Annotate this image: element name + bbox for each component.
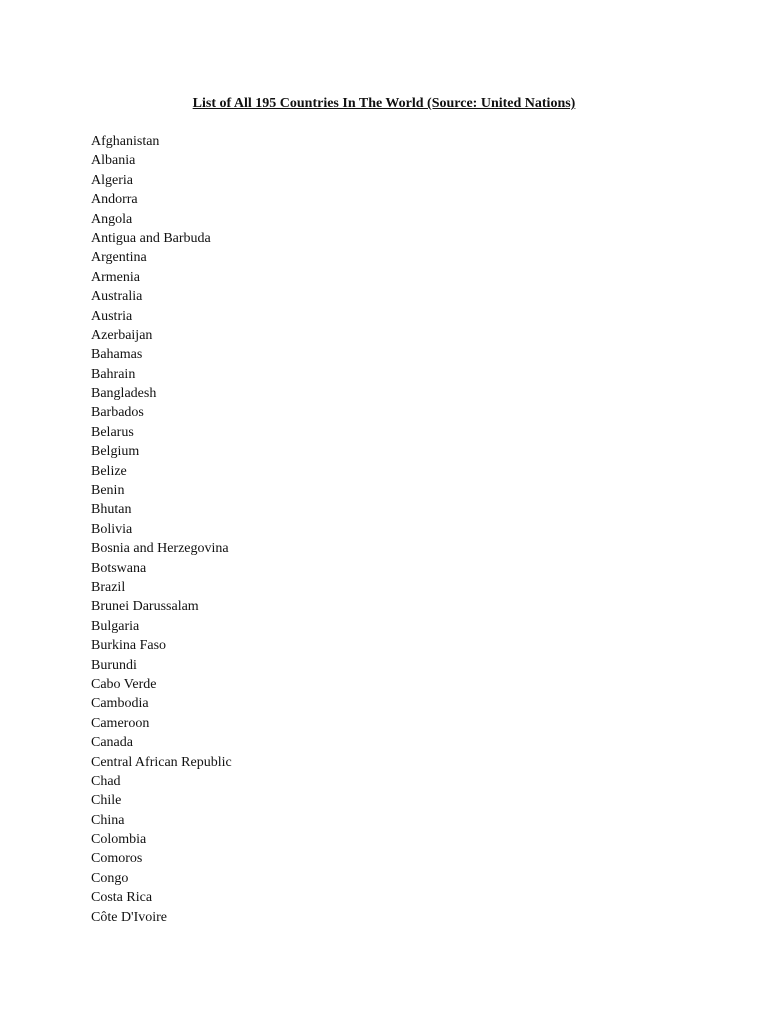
country-list [91, 132, 232, 927]
country-item: Azerbaijan [91, 327, 153, 343]
country-item: Albania [91, 153, 136, 169]
country-item: Austria [91, 308, 133, 324]
country-item: Colombia [91, 832, 147, 848]
country-item: Canada [91, 735, 133, 751]
country-item: Australia [91, 289, 143, 305]
country-item: Bulgaria [91, 618, 140, 634]
country-item: Angola [91, 211, 133, 227]
country-item: Chile [91, 793, 122, 809]
country-item: Bolivia [91, 521, 133, 537]
country-item: Belize [91, 463, 127, 479]
country-item: Algeria [91, 172, 133, 188]
country-item: Belarus [91, 424, 134, 440]
country-item: Côte D'Ivoire [91, 909, 168, 925]
country-item: Antigua and Barbuda [91, 230, 211, 246]
country-item: Congo [91, 870, 129, 886]
country-item: Chad [91, 773, 121, 789]
country-item: Brunei Darussalam [91, 599, 199, 615]
country-item: China [91, 812, 125, 828]
country-item: Bahrain [91, 366, 136, 382]
country-item: Benin [91, 483, 125, 499]
country-item: Brazil [91, 579, 126, 595]
country-item: Bahamas [91, 347, 143, 363]
country-item: Barbados [91, 405, 144, 421]
country-item: Bhutan [91, 502, 132, 518]
document-title: List of All 195 Countries In The World (Source: United Nations) [192, 96, 576, 111]
country-item: Cabo Verde [91, 676, 157, 692]
country-item: Argentina [91, 250, 147, 266]
country-item: Central African Republic [91, 754, 232, 770]
country-item: Cambodia [91, 696, 149, 712]
country-item: Costa Rica [91, 890, 153, 906]
country-item: Comoros [91, 851, 143, 867]
country-item: Botswana [91, 560, 147, 576]
country-item: Armenia [91, 269, 140, 285]
country-item: Andorra [91, 192, 138, 208]
country-item: Cameroon [91, 715, 150, 731]
country-item: Burkina Faso [91, 638, 167, 654]
country-item: Burundi [91, 657, 137, 673]
country-item: Bosnia and Herzegovina [91, 541, 229, 557]
country-item: Bangladesh [91, 386, 157, 402]
country-item: Afghanistan [91, 134, 160, 149]
country-item: Belgium [91, 444, 140, 460]
